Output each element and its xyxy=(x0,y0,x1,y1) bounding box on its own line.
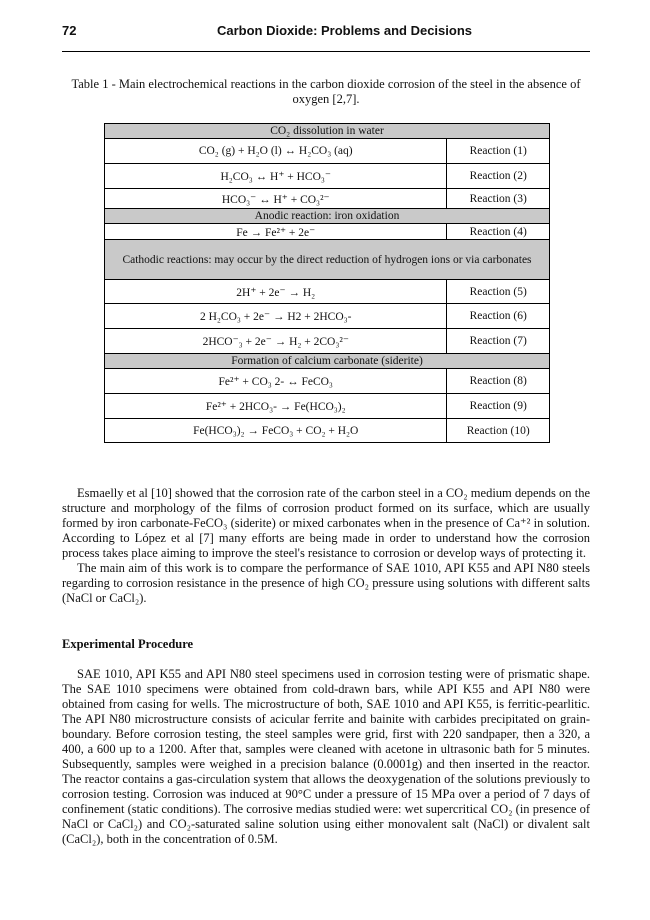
equation-5: 2H⁺ + 2e⁻ → H₂ xyxy=(105,280,447,304)
section-co2-dissolution: CO₂ dissolution in water xyxy=(105,124,550,139)
equation-4: Fe → Fe²⁺ + 2e⁻ xyxy=(105,224,447,240)
equation-3: HCO₃⁻ ↔ H⁺ + CO₃²⁻ xyxy=(105,189,447,209)
section-anodic: Anodic reaction: iron oxidation xyxy=(105,209,550,224)
paragraph-experimental: SAE 1010, API K55 and API N80 steel specimens used in corrosion testing were of prismatic shape. The SAE 1010 specimens were obtained from cold-drawn bars, while API K55 and API N80 were obtained from casing for wells. The microstructure of both, SAE 1010 and API K55, is ferritic-pearlitic. The API N80 microstructure consists of acicular ferrite and bainite with carbides precipitated on grain-boundary. Before corrosion testing, the steel samples were grid, first with 220 sandpaper, then a 320, a 400, a 600 up to a 1200. After that, samples were cleaned with acetone in ultrasonic bath for 5 minutes. Subsequently, samples were weighed in a precision balance (0.0001g) and then inserted in the reactor. The reactor contains a gas-circulation system that allows the deoxygenation of the solutions previously to corrosion testing. Corrosion was induced at 90°C under a pressure of 15 MPa over a period of 7 days of confinement (static conditions). The corrosive medias studied were: wet supercritical CO₂ (in presence of NaCl or CaCl₂) and CO₂-saturated saline solution using either monovalent salt (NaCl) or divalent salt (CaCl₂), both in the concentration of 0.5M. xyxy=(62,667,590,846)
equation-8: Fe²⁺ + CO₃ 2- ↔ FeCO₃ xyxy=(105,369,447,394)
table-caption: Table 1 - Main electrochemical reactions in the carbon dioxide corrosion of the steel in the absence of oxygen [2,7]. xyxy=(71,77,581,106)
paragraph-main-aim: The main aim of this work is to compare the performance of SAE 1010, API K55 and API N80 steels regarding to corrosion resistance in the presence of high CO₂ pressure using solutions with different salts (NaCl or CaCl₂). xyxy=(62,561,590,605)
equation-9: Fe²⁺ + 2HCO₃- → Fe(HCO₃)₂ xyxy=(105,394,447,419)
reactions-table xyxy=(104,123,550,443)
equation-6: 2 H₂CO₃ + 2e⁻ → H2 + 2HCO₃- xyxy=(105,304,447,329)
reaction-label-7: Reaction (7) xyxy=(447,329,550,354)
section-cathodic: Cathodic reactions: may occur by the direct reduction of hydrogen ions or via carbonates xyxy=(105,240,550,280)
paragraph-esmaelly: Esmaelly et al [10] showed that the corrosion rate of the carbon steel in a CO₂ medium depends on the structure and morphology of the films of corrosion product formed on its surface, which are usually formed by iron carbonate-FeCO₃ (siderite) or mixed carbonates when in the presence of Ca⁺² in solution. According to López et al [7] many efforts are being made in order to understand how the corrosion process takes place aiming to improve the steel's resistance to corrosion or develop ways of protecting it. xyxy=(62,486,590,560)
reaction-label-8: Reaction (8) xyxy=(447,369,550,394)
reaction-label-6: Reaction (6) xyxy=(447,304,550,329)
equation-1: CO₂ (g) + H₂O (l) ↔ H₂CO₃ (aq) xyxy=(105,139,447,164)
header-rule xyxy=(62,51,590,52)
reaction-label-2: Reaction (2) xyxy=(447,164,550,189)
reaction-label-3: Reaction (3) xyxy=(447,189,550,209)
equation-7: 2HCO⁻₃ + 2e⁻ → H₂ + 2CO₃²⁻ xyxy=(105,329,447,354)
section-heading-experimental: Experimental Procedure xyxy=(62,637,194,651)
experimental-text xyxy=(62,667,590,847)
reaction-label-4: Reaction (4) xyxy=(447,224,550,240)
equation-10: Fe(HCO₃)₂ → FeCO₃ + CO₂ + H₂O xyxy=(105,419,447,443)
page-number: 72 xyxy=(62,23,77,38)
reaction-label-10: Reaction (10) xyxy=(447,419,550,443)
section-siderite: Formation of calcium carbonate (siderite) xyxy=(105,354,550,369)
reaction-label-1: Reaction (1) xyxy=(447,139,550,164)
equation-2: H₂CO₃ ↔ H⁺ + HCO₃⁻ xyxy=(105,164,447,189)
book-title: Carbon Dioxide: Problems and Decisions xyxy=(217,23,472,38)
reaction-label-9: Reaction (9) xyxy=(447,394,550,419)
reaction-label-5: Reaction (5) xyxy=(447,280,550,304)
intro-text xyxy=(62,486,590,606)
running-header xyxy=(62,23,590,47)
